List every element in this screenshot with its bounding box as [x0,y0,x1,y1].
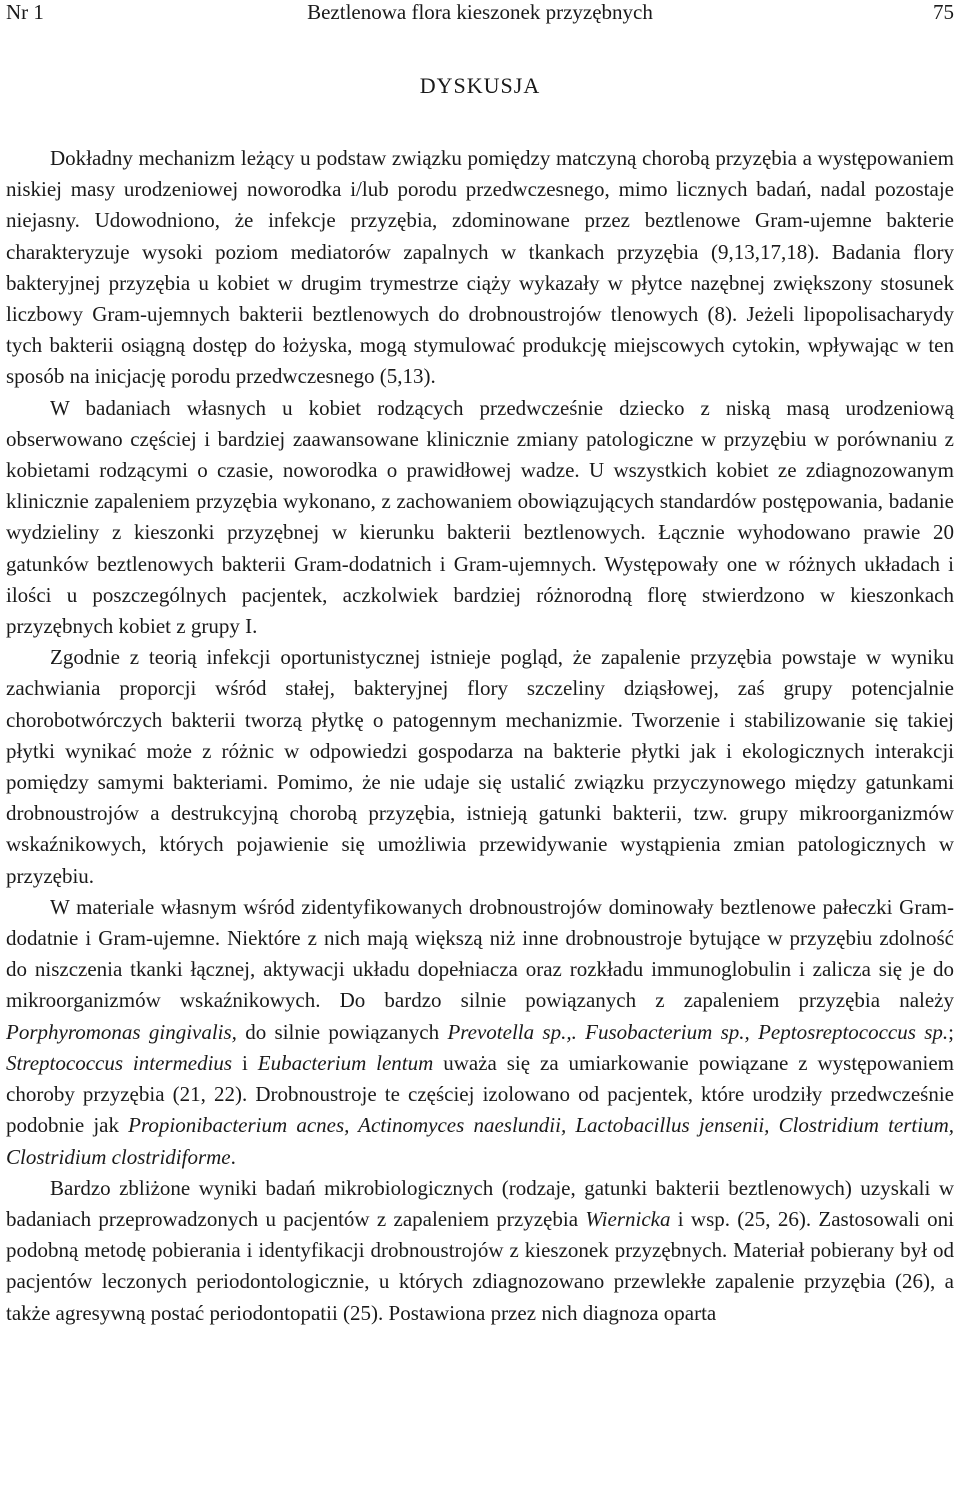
paragraph-text: W materiale własnym wśród zidentyfikowanych drobnoustrojów dominowały beztlenowe pałeczki Gram-dodatnie i Gram-ujemne. Niektóre z nich mają większą niż inne drobnoustroje bytujące w przyzębiu zdolność do niszczenia tkanki łącznej, aktywacji układu dopełniacza oraz rozkładu immunoglobulin i zalicza się je do mikroorganizmów wskaźnikowych. Do bardzo silnie powiązanych z zapaleniem przyzębia należy [6,894,954,1013]
paragraph-2 [6,393,954,643]
paragraph-text: uważa się za umiarkowanie powiązane z występowaniem choroby przyzębia (21, 22). Drobnoustroje te częściej izolowano od pacjentek, które urodziły przedwcześnie podobnie jak [6,1050,954,1138]
paragraph-text: Bardzo zbliżone wyniki badań mikrobiologicznych (rodzaje, gatunki bakterii beztlenowych) uzyskali w badaniach przeprowadzonych u pacjentów z zapaleniem przyzębia [6,1175,954,1231]
running-title: Beztlenowa flora kieszonek przyzębnych [307,0,653,24]
paragraph-3 [6,642,954,892]
species-name: Porphyromonas gingivalis, [6,1019,237,1044]
paragraph-text: ; [948,1019,954,1044]
paragraph-5 [6,1173,954,1329]
paragraph-text: . [230,1144,236,1169]
paragraph-text: i wsp. (25, 26). Zastosowali oni podobną metodę pobierania i identyfikacji drobnoustrojów z kieszonek przyzębnych. Materiał pobierany był od pacjentów leczonych periodontologicznie, u których zdiagnozowano przewlekłe zapalenie przyzębia (26), a także agresywną postać periodontopatii (25). Postawiona przez nich diagnoza oparta [6,1206,954,1325]
issue-number: Nr 1 [6,0,44,24]
species-name: Streptococcus intermedius [6,1050,233,1075]
species-name: Prevotella sp.,. Fusobacterium sp., Peptosreptococcus sp. [447,1019,949,1044]
page-header [0,0,960,28]
paragraph-text: Zgodnie z teorią infekcji oportunistycznej istnieje pogląd, że zapalenie przyzębia powstaje w wyniku zachwiania proporcji wśród stałej, bakteryjnej flory szczeliny dziąsłowej, zaś grupy potencjalnie chorobotwórczych bakterii tworzą płytkę o patogennym mechanizmie. Tworzenie i stabilizowanie się takiej płytki wynikać może z różnic w odpowiedzi gospodarza na bakterie płytki jak i ekologicznych interakcji pomiędzy samymi bakteriami. Pomimo, że nie udaje się ustalić związku przyczynowego między gatunkami drobnoustrojów a destrukcyjną chorobą przyzębia, istnieją gatunki bakterii, tzw. grupy mikroorganizmów wskaźnikowych, których pojawienie się umożliwia przewidywanie wystąpienia zmian patologicznych w przyzębiu. [6,645,954,888]
paragraph-text: Dokładny mechanizm leżący u podstaw związku pomiędzy matczyną chorobą przyzębia a występowaniem niskiej masy urodzeniowej noworodka i/lub porodu przedwczesnego, mimo licznych badań, nadal pozostaje niejasny. Udowodniono, że infekcje przyzębia, zdominowane przez beztlenowe Gram-ujemne bakterie charakteryzuje wysoki poziom mediatorów zapalnych w tkankach przyzębia (9,13,17,18). Badania flory bakteryjnej przyzębia u kobiet w drugim trymestrze ciąży wykazały w płytce nazębnej zwiększony stosunek liczbowy Gram-ujemnych bakterii beztlenowych do drobnoustrojów tlenowych (8). Jeżeli lipopolisacharydy tych bakterii osiągną dostęp do łożyska, mogą stymulować produkcję miejscowych cytokin, wpływając w ten sposób na inicjację porodu przedwczesnego (5,13). [6,146,954,389]
species-name: Eubacterium lentum [257,1050,434,1075]
section-title: DYSKUSJA [419,73,541,98]
paragraph-1 [6,143,954,393]
species-name: Propionibacterium acnes, Actinomyces naeslundii, Lactobacillus jensenii, Clostridium tertium, Clostridium clostridiforme [6,1113,954,1169]
paragraph-4 [6,892,954,1173]
paragraph-text: i [232,1050,258,1075]
author-name: Wiernicka [585,1206,671,1231]
paragraph-text: W badaniach własnych u kobiet rodzących przedwcześnie dziecko z niską masą urodzeniową obserwowano częściej i bardziej zaawansowane klinicznie zmiany patologiczne w przyzębiu w porównaniu z kobietami rodzącymi o czasie, noworodka o prawidłowej wadze. U wszystkich kobiet ze zdiagnozowanym klinicznie zapaleniem przyzębia wykonano, z zachowaniem obowiązujących standardów postępowania, badanie wydzieliny z kieszonki przyzębnej w kierunku bakterii beztlenowych. Łącznie wyhodowano prawie 20 gatunków beztlenowych bakterii Gram-dodatnich i Gram-ujemnych. Występowały one w różnych układach i ilości u poszczególnych pacjentek, aczkolwiek bardziej różnorodną florę stwierdzono w kieszonkach przyzębnych kobiet z grupy I. [6,395,954,639]
paragraph-text: do silnie powiązanych [236,1019,448,1044]
article-body [6,143,954,1329]
page-number: 75 [933,0,954,24]
